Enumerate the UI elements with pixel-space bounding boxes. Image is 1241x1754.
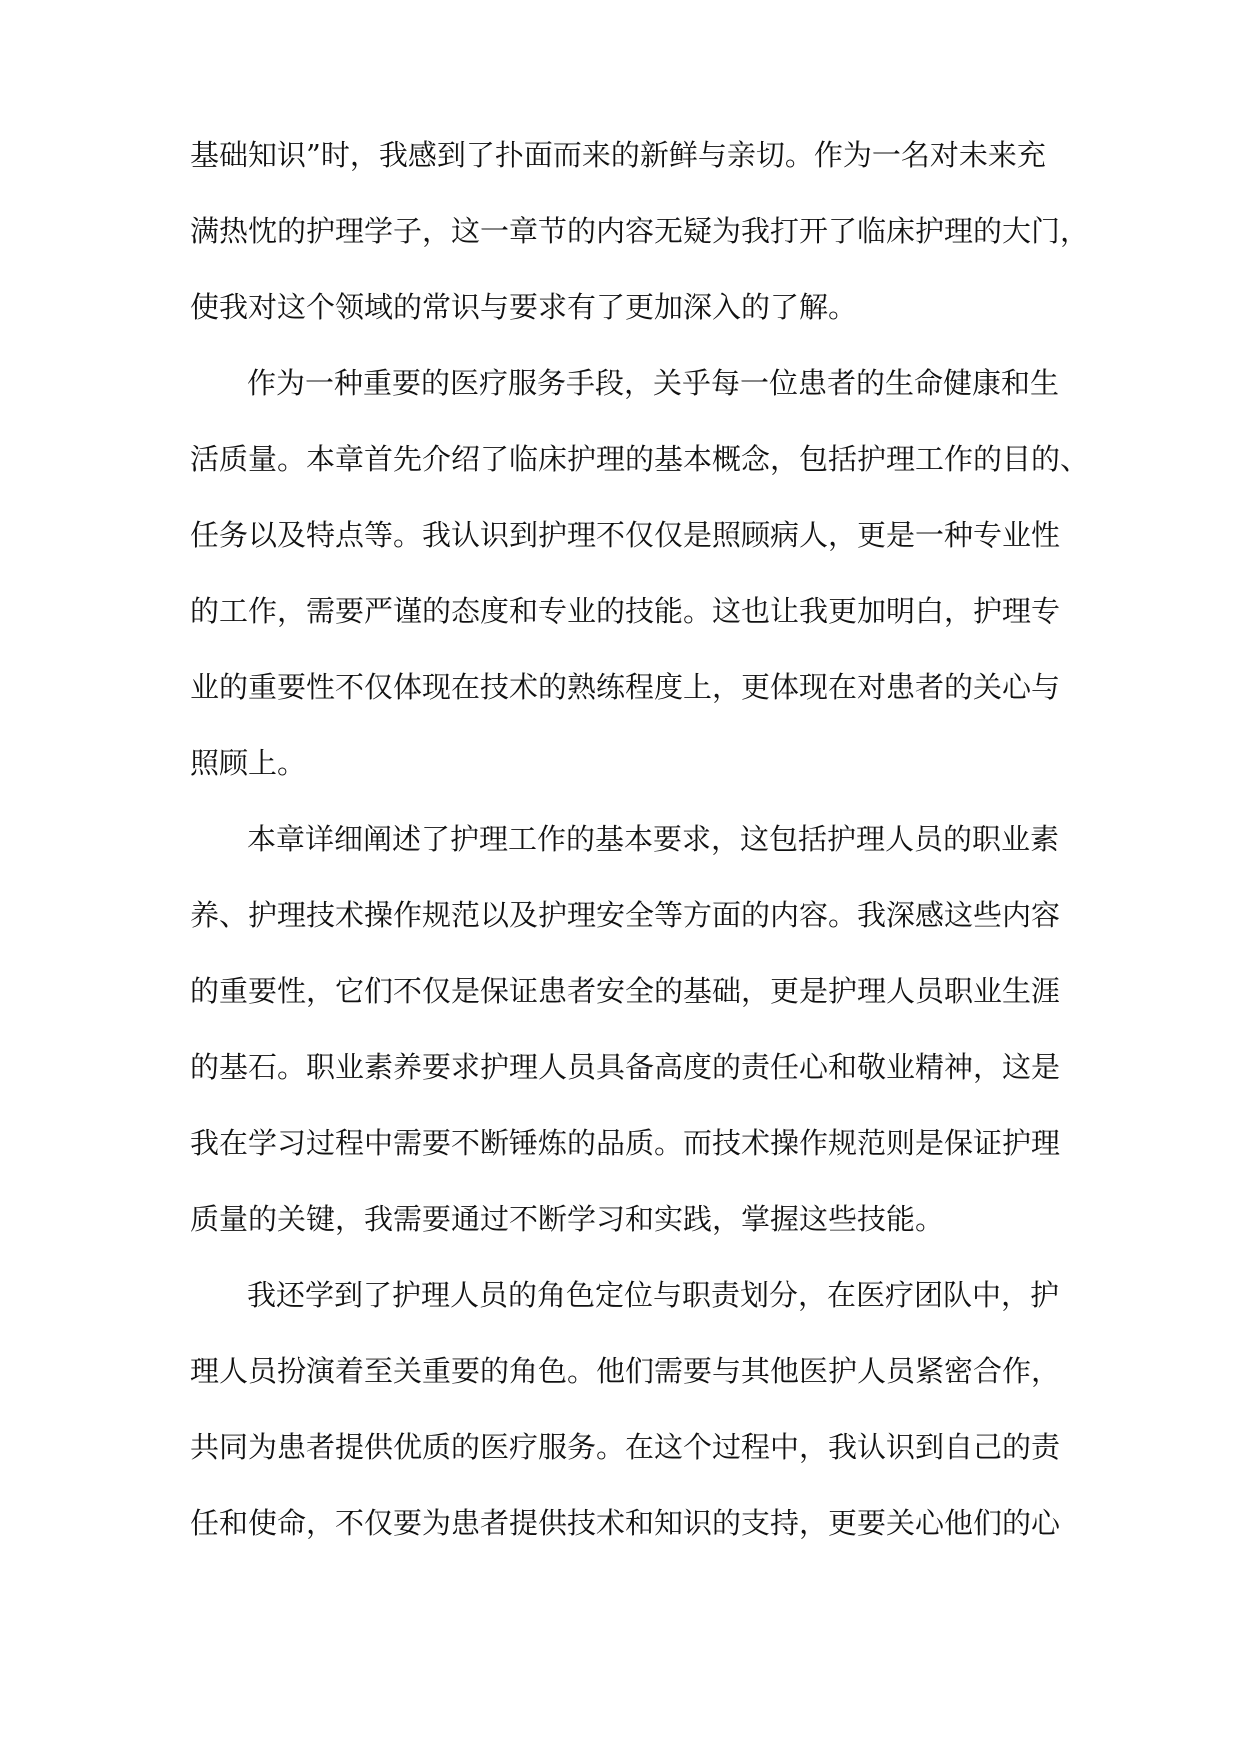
- text-line: 的工作，需要严谨的态度和专业的技能。这也让我更加明白，护理专: [190, 594, 1061, 628]
- text-line: 养、护理技术操作规范以及护理安全等方面的内容。我深感这些内容: [190, 898, 1061, 932]
- text-line: 我在学习过程中需要不断锤炼的品质。而技术操作规范则是保证护理: [190, 1126, 1061, 1160]
- text-line: 使我对这个领域的常识与要求有了更加深入的了解。: [190, 290, 858, 324]
- text-line: 的基石。职业素养要求护理人员具备高度的责任心和敬业精神，这是: [190, 1050, 1061, 1084]
- text-line: 活质量。本章首先介绍了临床护理的基本概念，包括护理工作的目的、: [190, 442, 1090, 476]
- text-line: 照顾上。: [190, 746, 307, 780]
- text-line: 基础知识”时，我感到了扑面而来的新鲜与亲切。作为一名对未来充: [190, 138, 1046, 172]
- text-line: 理人员扮演着至关重要的角色。他们需要与其他医护人员紧密合作，: [190, 1354, 1061, 1388]
- text-line: 共同为患者提供优质的医疗服务。在这个过程中，我认识到自己的责: [190, 1430, 1061, 1464]
- text-line: 满热忱的护理学子，这一章节的内容无疑为我打开了临床护理的大门，: [190, 214, 1090, 248]
- paragraph-first-line: 我还学到了护理人员的角色定位与职责划分，在医疗团队中，护: [247, 1278, 1060, 1312]
- paragraph-first-line: 作为一种重要的医疗服务手段，关乎每一位患者的生命健康和生: [247, 366, 1060, 400]
- text-line: 任和使命，不仅要为患者提供技术和知识的支持，更要关心他们的心: [190, 1506, 1061, 1540]
- text-line: 业的重要性不仅体现在技术的熟练程度上，更体现在对患者的关心与: [190, 670, 1061, 704]
- text-line: 任务以及特点等。我认识到护理不仅仅是照顾病人，更是一种专业性: [190, 518, 1061, 552]
- text-line: 的重要性，它们不仅是保证患者安全的基础，更是护理人员职业生涯: [190, 974, 1061, 1008]
- paragraph-first-line: 本章详细阐述了护理工作的基本要求，这包括护理人员的职业素: [247, 822, 1060, 856]
- text-line: 质量的关键，我需要通过不断学习和实践，掌握这些技能。: [190, 1202, 945, 1236]
